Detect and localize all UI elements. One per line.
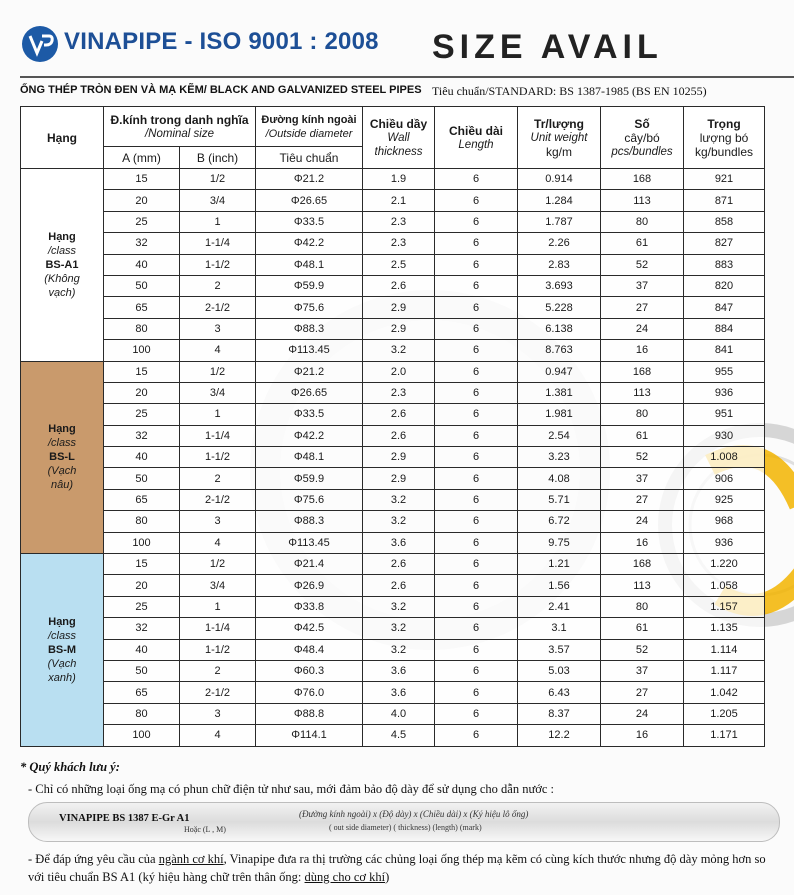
cell-bundle-weight: 1.114 — [684, 639, 765, 660]
cell-thickness: 3.6 — [363, 532, 435, 553]
cell-a-mm: 20 — [104, 382, 180, 403]
cell-thickness: 3.2 — [363, 511, 435, 532]
class-label-label1: Hạng — [48, 230, 76, 243]
cell-outside-diameter: Φ33.8 — [256, 596, 363, 617]
cell-b-inch: 1-1/4 — [180, 425, 256, 446]
cell-unit-weight: 8.37 — [518, 703, 601, 724]
note-mechanical-use: - Để đáp ứng yêu cầu của ngành cơ khí, Vinapipe đưa ra thị trường các chủng loại ống thép mạ kẽm có cùng kích thước nhưng độ dày mỏng hơn so với tiêu chuẩn BS A1 (ký hiệu hàng chữ trên thân ống: dùng cho cơ khí) — [28, 852, 766, 884]
cell-b-inch: 2 — [180, 660, 256, 681]
cell-b-inch: 2-1/2 — [180, 297, 256, 318]
cell-length: 6 — [435, 489, 518, 510]
cell-unit-weight: 3.57 — [518, 639, 601, 660]
cell-pcs-bundle: 52 — [601, 254, 684, 275]
cell-thickness: 2.6 — [363, 425, 435, 446]
cell-outside-diameter: Φ114.1 — [256, 725, 363, 746]
cell-unit-weight: 2.54 — [518, 425, 601, 446]
cell-length: 6 — [435, 511, 518, 532]
cell-bundle-weight: 1.058 — [684, 575, 765, 596]
vinapipe-logo-icon — [22, 26, 58, 62]
cell-b-inch: 3 — [180, 511, 256, 532]
cell-a-mm: 20 — [104, 575, 180, 596]
cell-thickness: 3.2 — [363, 489, 435, 510]
cell-length: 6 — [435, 169, 518, 190]
cell-thickness: 4.5 — [363, 725, 435, 746]
cell-bundle-weight: 930 — [684, 425, 765, 446]
cell-pcs-bundle: 37 — [601, 468, 684, 489]
cell-a-mm: 40 — [104, 254, 180, 275]
cell-thickness: 2.0 — [363, 361, 435, 382]
cell-bundle-weight: 968 — [684, 511, 765, 532]
cell-pcs-bundle: 113 — [601, 190, 684, 211]
cell-b-inch: 1-1/4 — [180, 233, 256, 254]
cell-pcs-bundle: 61 — [601, 425, 684, 446]
cell-thickness: 2.1 — [363, 190, 435, 211]
class-label-label1: Hạng — [48, 615, 76, 628]
product-subtitle: ỐNG THÉP TRÒN ĐEN VÀ MẠ KẼM/ BLACK AND GALVANIZED STEEL PIPES — [20, 84, 422, 96]
cell-length: 6 — [435, 660, 518, 681]
class-label-label5: xanh) — [48, 671, 76, 684]
table-row — [21, 425, 765, 446]
cell-thickness: 2.3 — [363, 233, 435, 254]
cell-thickness: 2.6 — [363, 275, 435, 296]
table-row — [21, 511, 765, 532]
cell-thickness: 1.9 — [363, 169, 435, 190]
cell-a-mm: 40 — [104, 639, 180, 660]
cell-outside-diameter: Φ21.4 — [256, 554, 363, 575]
cell-b-inch: 1/2 — [180, 361, 256, 382]
cell-length: 6 — [435, 211, 518, 232]
cell-bundle-weight: 1.117 — [684, 660, 765, 681]
cell-thickness: 2.9 — [363, 297, 435, 318]
cell-outside-diameter: Φ88.3 — [256, 318, 363, 339]
cell-b-inch: 2 — [180, 275, 256, 296]
header-standard: Tiêu chuẩn — [256, 147, 363, 169]
cell-b-inch: 3 — [180, 318, 256, 339]
cell-outside-diameter: Φ48.1 — [256, 447, 363, 468]
cell-unit-weight: 2.83 — [518, 254, 601, 275]
cell-thickness: 3.2 — [363, 639, 435, 660]
cell-outside-diameter: Φ88.8 — [256, 703, 363, 724]
standard-label: Tiêu chuẩn/STANDARD: BS 1387-1985 (BS EN 10255) — [432, 84, 707, 98]
cell-pcs-bundle: 80 — [601, 596, 684, 617]
cell-b-inch: 1-1/2 — [180, 447, 256, 468]
cell-thickness: 2.9 — [363, 447, 435, 468]
header-divider — [20, 76, 794, 78]
cell-a-mm: 100 — [104, 532, 180, 553]
cell-length: 6 — [435, 468, 518, 489]
cell-thickness: 2.9 — [363, 318, 435, 339]
cell-a-mm: 32 — [104, 618, 180, 639]
pipe-formula-en: ( out side diameter) ( thickness) (length) (mark) — [329, 823, 482, 832]
cell-a-mm: 40 — [104, 447, 180, 468]
cell-b-inch: 3/4 — [180, 382, 256, 403]
cell-bundle-weight: 906 — [684, 468, 765, 489]
class-label-label3: BS-L — [49, 451, 75, 464]
cell-a-mm: 65 — [104, 682, 180, 703]
cell-outside-diameter: Φ75.6 — [256, 297, 363, 318]
cell-length: 6 — [435, 404, 518, 425]
cell-b-inch: 3 — [180, 703, 256, 724]
cell-pcs-bundle: 37 — [601, 660, 684, 681]
cell-b-inch: 2 — [180, 468, 256, 489]
cell-a-mm: 65 — [104, 297, 180, 318]
cell-length: 6 — [435, 554, 518, 575]
cell-thickness: 2.9 — [363, 468, 435, 489]
cell-thickness: 2.3 — [363, 211, 435, 232]
cell-length: 6 — [435, 382, 518, 403]
header-wall-thickness: Chiều dầy Wall thickness — [363, 107, 435, 169]
cell-a-mm: 25 — [104, 596, 180, 617]
cell-pcs-bundle: 52 — [601, 639, 684, 660]
note-electronic-print: - Chỉ có những loại ống mạ có phun chữ điện tử như sau, mới đảm bảo độ dày để sử dụng cho dẫn nước : — [28, 782, 555, 796]
cell-unit-weight: 6.43 — [518, 682, 601, 703]
table-body — [21, 169, 765, 747]
class-label-label2: /class — [47, 629, 77, 642]
page-header — [0, 0, 794, 78]
cell-thickness: 2.5 — [363, 254, 435, 275]
cell-length: 6 — [435, 425, 518, 446]
cell-pcs-bundle: 61 — [601, 618, 684, 639]
pipe-size-table — [20, 106, 765, 747]
cell-bundle-weight: 1.220 — [684, 554, 765, 575]
cell-pcs-bundle: 27 — [601, 489, 684, 510]
cell-a-mm: 32 — [104, 425, 180, 446]
class-cell-group-1 — [21, 169, 104, 362]
cell-length: 6 — [435, 275, 518, 296]
cell-bundle-weight: 1.135 — [684, 618, 765, 639]
cell-a-mm: 80 — [104, 703, 180, 724]
cell-bundle-weight: 847 — [684, 297, 765, 318]
header-b-inch: B (inch) — [180, 147, 256, 169]
cell-a-mm: 25 — [104, 211, 180, 232]
cell-length: 6 — [435, 361, 518, 382]
table-row — [21, 190, 765, 211]
cell-length: 6 — [435, 297, 518, 318]
cell-pcs-bundle: 37 — [601, 275, 684, 296]
brand-title: VINAPIPE - ISO 9001 : 2008 — [64, 28, 379, 55]
cell-bundle-weight: 820 — [684, 275, 765, 296]
cell-outside-diameter: Φ33.5 — [256, 211, 363, 232]
cell-a-mm: 80 — [104, 318, 180, 339]
cell-bundle-weight: 827 — [684, 233, 765, 254]
cell-bundle-weight: 936 — [684, 382, 765, 403]
cell-outside-diameter: Φ59.9 — [256, 468, 363, 489]
class-cell-group-2 — [21, 361, 104, 554]
cell-pcs-bundle: 16 — [601, 532, 684, 553]
cell-outside-diameter: Φ60.3 — [256, 660, 363, 681]
cell-bundle-weight: 883 — [684, 254, 765, 275]
cell-length: 6 — [435, 639, 518, 660]
cell-pcs-bundle: 24 — [601, 511, 684, 532]
cell-unit-weight: 1.787 — [518, 211, 601, 232]
cell-a-mm: 50 — [104, 660, 180, 681]
cell-thickness: 3.6 — [363, 660, 435, 681]
cell-outside-diameter: Φ42.5 — [256, 618, 363, 639]
cell-pcs-bundle: 113 — [601, 575, 684, 596]
cell-length: 6 — [435, 318, 518, 339]
table-row — [21, 575, 765, 596]
cell-b-inch: 1/2 — [180, 169, 256, 190]
cell-pcs-bundle: 24 — [601, 318, 684, 339]
cell-length: 6 — [435, 703, 518, 724]
header-length: Chiều dài Length — [435, 107, 518, 169]
cell-b-inch: 4 — [180, 725, 256, 746]
table-row — [21, 489, 765, 510]
class-label-label1: Hạng — [48, 423, 76, 436]
cell-pcs-bundle: 24 — [601, 703, 684, 724]
cell-a-mm: 50 — [104, 468, 180, 489]
cell-pcs-bundle: 16 — [601, 725, 684, 746]
cell-b-inch: 1 — [180, 596, 256, 617]
pipe-print-illustration — [28, 802, 780, 842]
class-label-label2: /class — [47, 244, 77, 257]
cell-thickness: 3.2 — [363, 340, 435, 361]
cell-bundle-weight: 1.205 — [684, 703, 765, 724]
table-row — [21, 660, 765, 681]
cell-outside-diameter: Φ59.9 — [256, 275, 363, 296]
class-label-label4: (Vạch — [47, 465, 77, 478]
cell-unit-weight: 0.914 — [518, 169, 601, 190]
cell-pcs-bundle: 168 — [601, 169, 684, 190]
cell-unit-weight: 9.75 — [518, 532, 601, 553]
pipe-print-sub: Hoặc (L , M) — [184, 825, 226, 834]
cell-unit-weight: 5.71 — [518, 489, 601, 510]
cell-unit-weight: 1.56 — [518, 575, 601, 596]
mechanical-industry-link: ngành cơ khí — [158, 852, 224, 866]
cell-unit-weight: 1.381 — [518, 382, 601, 403]
cell-outside-diameter: Φ33.5 — [256, 404, 363, 425]
class-label-label3: BS-A1 — [45, 258, 79, 271]
header-unit-weight: Tr/lượng Unit weight kg/m — [518, 107, 601, 169]
cell-bundle-weight: 884 — [684, 318, 765, 339]
cell-thickness: 2.6 — [363, 575, 435, 596]
header-pcs-per-bundle: Số cây/bó pcs/bundles — [601, 107, 684, 169]
header-a-mm: A (mm) — [104, 147, 180, 169]
mechanical-use-label: dùng cho cơ khí — [304, 870, 386, 884]
cell-pcs-bundle: 27 — [601, 682, 684, 703]
cell-b-inch: 1/2 — [180, 554, 256, 575]
table-row — [21, 639, 765, 660]
header-bundle-weight: Trọng lượng bó kg/bundles — [684, 107, 765, 169]
cell-outside-diameter: Φ26.65 — [256, 382, 363, 403]
cell-b-inch: 4 — [180, 532, 256, 553]
cell-a-mm: 25 — [104, 404, 180, 425]
cell-unit-weight: 3.693 — [518, 275, 601, 296]
table-row — [21, 297, 765, 318]
cell-a-mm: 20 — [104, 190, 180, 211]
cell-unit-weight: 3.23 — [518, 447, 601, 468]
class-cell-group-3 — [21, 554, 104, 747]
cell-thickness: 2.3 — [363, 382, 435, 403]
cell-outside-diameter: Φ48.1 — [256, 254, 363, 275]
cell-unit-weight: 2.41 — [518, 596, 601, 617]
cell-unit-weight: 2.26 — [518, 233, 601, 254]
cell-thickness: 3.2 — [363, 618, 435, 639]
cell-length: 6 — [435, 682, 518, 703]
cell-a-mm: 32 — [104, 233, 180, 254]
cell-a-mm: 15 — [104, 361, 180, 382]
cell-length: 6 — [435, 447, 518, 468]
cell-outside-diameter: Φ113.45 — [256, 340, 363, 361]
cell-a-mm: 100 — [104, 725, 180, 746]
class-label-label4: (Vạch — [47, 657, 77, 670]
table-row — [21, 725, 765, 746]
cell-bundle-weight: 1.008 — [684, 447, 765, 468]
size-available-heading: SIZE AVAIL — [432, 28, 663, 66]
cell-length: 6 — [435, 532, 518, 553]
table-row — [21, 211, 765, 232]
table-row — [21, 596, 765, 617]
cell-unit-weight: 6.138 — [518, 318, 601, 339]
cell-outside-diameter: Φ76.0 — [256, 682, 363, 703]
cell-b-inch: 1 — [180, 404, 256, 425]
cell-unit-weight: 1.21 — [518, 554, 601, 575]
cell-unit-weight: 1.981 — [518, 404, 601, 425]
cell-b-inch: 1 — [180, 211, 256, 232]
cell-unit-weight: 4.08 — [518, 468, 601, 489]
table-row — [21, 703, 765, 724]
table-row — [21, 169, 765, 190]
cell-outside-diameter: Φ42.2 — [256, 425, 363, 446]
table-row — [21, 233, 765, 254]
cell-pcs-bundle: 27 — [601, 297, 684, 318]
cell-bundle-weight: 936 — [684, 532, 765, 553]
cell-bundle-weight: 925 — [684, 489, 765, 510]
cell-pcs-bundle: 80 — [601, 404, 684, 425]
cell-a-mm: 100 — [104, 340, 180, 361]
class-label-label5: vạch) — [48, 286, 76, 299]
cell-thickness: 2.6 — [363, 554, 435, 575]
cell-bundle-weight: 1.042 — [684, 682, 765, 703]
cell-length: 6 — [435, 596, 518, 617]
table-row — [21, 382, 765, 403]
cell-unit-weight: 5.03 — [518, 660, 601, 681]
cell-b-inch: 2-1/2 — [180, 489, 256, 510]
table-row — [21, 254, 765, 275]
cell-outside-diameter: Φ75.6 — [256, 489, 363, 510]
table-row — [21, 361, 765, 382]
cell-a-mm: 15 — [104, 554, 180, 575]
class-label-label5: nâu) — [50, 479, 74, 492]
cell-outside-diameter: Φ21.2 — [256, 169, 363, 190]
header-nominal-size: Đ.kính trong danh nghĩa /Nominal size — [104, 107, 256, 147]
notes-heading: * Quý khách lưu ý: — [20, 760, 120, 774]
cell-pcs-bundle: 113 — [601, 382, 684, 403]
cell-b-inch: 1-1/2 — [180, 639, 256, 660]
class-label-label2: /class — [47, 437, 77, 450]
cell-unit-weight: 12.2 — [518, 725, 601, 746]
cell-length: 6 — [435, 190, 518, 211]
cell-pcs-bundle: 16 — [601, 340, 684, 361]
table-row — [21, 340, 765, 361]
header-outside-diameter: Đường kính ngoài /Outside diameter — [256, 107, 363, 147]
cell-a-mm: 80 — [104, 511, 180, 532]
cell-outside-diameter: Φ26.9 — [256, 575, 363, 596]
table-row — [21, 404, 765, 425]
cell-bundle-weight: 841 — [684, 340, 765, 361]
cell-bundle-weight: 1.157 — [684, 596, 765, 617]
cell-length: 6 — [435, 575, 518, 596]
cell-b-inch: 4 — [180, 340, 256, 361]
table-row — [21, 618, 765, 639]
cell-bundle-weight: 955 — [684, 361, 765, 382]
cell-b-inch: 3/4 — [180, 190, 256, 211]
cell-pcs-bundle: 168 — [601, 554, 684, 575]
cell-b-inch: 1-1/4 — [180, 618, 256, 639]
cell-bundle-weight: 1.171 — [684, 725, 765, 746]
cell-a-mm: 15 — [104, 169, 180, 190]
cell-thickness: 2.6 — [363, 404, 435, 425]
cell-thickness: 3.2 — [363, 596, 435, 617]
cell-unit-weight: 1.284 — [518, 190, 601, 211]
table-row — [21, 532, 765, 553]
cell-length: 6 — [435, 725, 518, 746]
cell-bundle-weight: 921 — [684, 169, 765, 190]
cell-outside-diameter: Φ26.65 — [256, 190, 363, 211]
cell-thickness: 4.0 — [363, 703, 435, 724]
class-label-label4: (Không — [44, 272, 80, 285]
cell-length: 6 — [435, 618, 518, 639]
cell-a-mm: 50 — [104, 275, 180, 296]
table-row — [21, 318, 765, 339]
header-class: Hạng — [21, 107, 104, 169]
pipe-print-text: VINAPIPE BS 1387 E-Gr A1 — [59, 813, 190, 824]
cell-outside-diameter: Φ48.4 — [256, 639, 363, 660]
cell-b-inch: 1-1/2 — [180, 254, 256, 275]
table-row — [21, 447, 765, 468]
cell-length: 6 — [435, 254, 518, 275]
cell-outside-diameter: Φ88.3 — [256, 511, 363, 532]
cell-bundle-weight: 871 — [684, 190, 765, 211]
cell-unit-weight: 5.228 — [518, 297, 601, 318]
class-label-label3: BS-M — [47, 643, 77, 656]
cell-thickness: 3.6 — [363, 682, 435, 703]
cell-unit-weight: 8.763 — [518, 340, 601, 361]
cell-outside-diameter: Φ21.2 — [256, 361, 363, 382]
cell-unit-weight: 0.947 — [518, 361, 601, 382]
cell-outside-diameter: Φ113.45 — [256, 532, 363, 553]
cell-pcs-bundle: 61 — [601, 233, 684, 254]
cell-bundle-weight: 951 — [684, 404, 765, 425]
table-row — [21, 554, 765, 575]
cell-pcs-bundle: 168 — [601, 361, 684, 382]
cell-b-inch: 2-1/2 — [180, 682, 256, 703]
cell-outside-diameter: Φ42.2 — [256, 233, 363, 254]
cell-unit-weight: 3.1 — [518, 618, 601, 639]
cell-length: 6 — [435, 340, 518, 361]
table-row — [21, 275, 765, 296]
cell-a-mm: 65 — [104, 489, 180, 510]
pipe-formula-vn: (Đường kính ngoài) x (Độ dày) x (Chiều dài) x (Ký hiệu lô ống) — [299, 809, 529, 819]
table-row — [21, 468, 765, 489]
cell-pcs-bundle: 80 — [601, 211, 684, 232]
cell-pcs-bundle: 52 — [601, 447, 684, 468]
cell-bundle-weight: 858 — [684, 211, 765, 232]
cell-unit-weight: 6.72 — [518, 511, 601, 532]
cell-length: 6 — [435, 233, 518, 254]
table-row — [21, 682, 765, 703]
cell-b-inch: 3/4 — [180, 575, 256, 596]
